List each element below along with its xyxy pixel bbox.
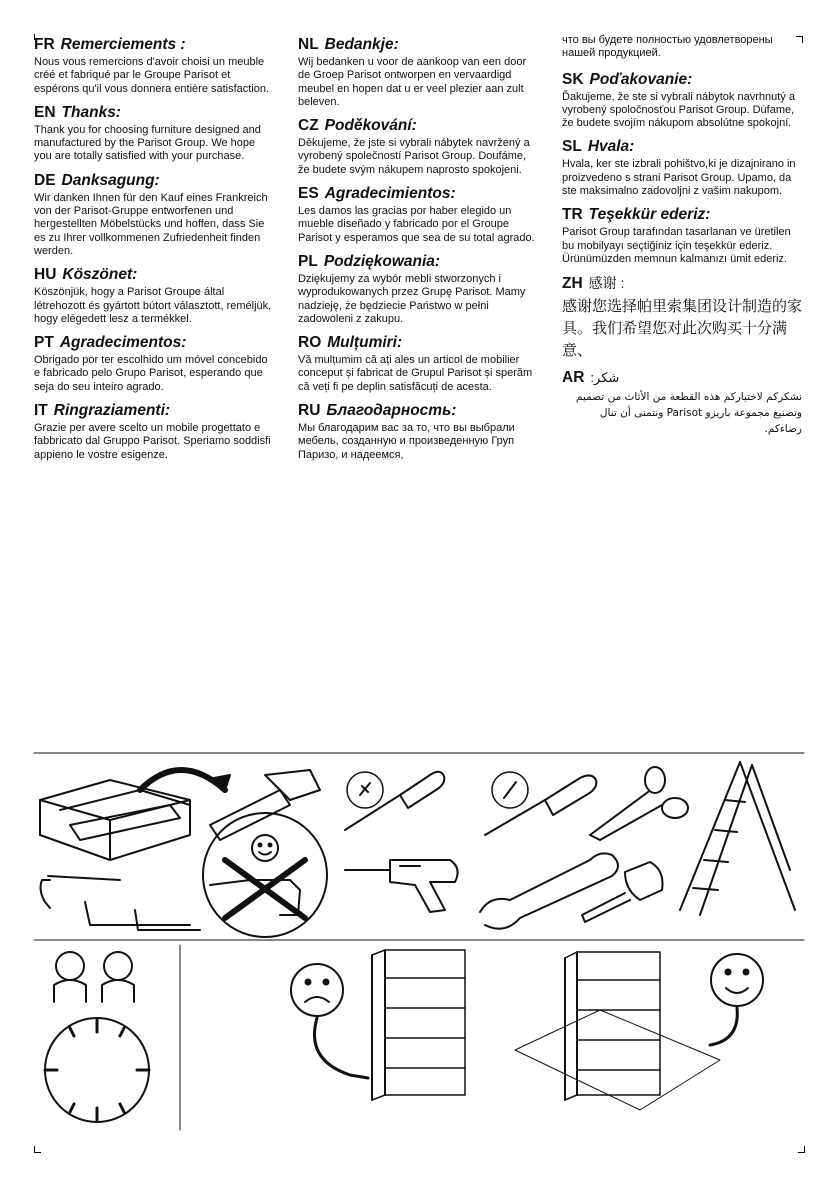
section-heading	[34, 104, 274, 122]
heading-word: :شكر	[590, 370, 620, 386]
shelf-unit-icon	[565, 952, 660, 1100]
scissors-icon	[590, 767, 688, 840]
language-code: TR	[562, 206, 583, 224]
section-text: Dziękujemy za wybór mebli stworzonych i wyprodukowanych przez Grupę Parisot. Mamy nadzieję, że będziecie Państwo w pełni zadowoleni z zakupu.	[298, 272, 526, 325]
section-text: Thank you for choosing furniture designed and manufactured by the Parisot Group. We hope you are totally satisfied with your purchase.	[34, 123, 261, 163]
section-heading	[298, 402, 538, 420]
heading-word: 感谢 :	[588, 275, 625, 292]
section-zh	[562, 274, 802, 361]
language-code: NL	[298, 36, 319, 53]
assembly-illustration	[0, 740, 840, 1140]
section-heading	[34, 36, 274, 54]
heading-word: Danksagung:	[61, 171, 160, 189]
section-nl	[298, 36, 538, 109]
flat-screwdriver-icon	[485, 772, 596, 835]
section-ro	[298, 334, 538, 394]
heading-word: Thanks:	[61, 103, 121, 121]
language-code: AR	[562, 369, 585, 387]
section-text: Vă mulțumim că ați ales un articol de mobilier conceput și fabricat de Grupul Parisot și sperăm că veți fi pe deplin satisfăcuți de acesta.	[298, 354, 533, 393]
language-code: SK	[562, 70, 584, 88]
section-tr	[562, 206, 802, 266]
section-heading	[562, 138, 802, 156]
language-code: DE	[34, 171, 56, 189]
section-heading	[34, 266, 274, 284]
arrow-icon	[140, 770, 225, 790]
section-text: Wij bedanken u voor de aankoop van een door de Groep Parisot ontworpen en vervaardigd meubel en hopen dat u er veel plezier aan zult beleven.	[298, 56, 527, 108]
section-ar	[562, 369, 802, 437]
section-text: Nous vous remercions d'avoir choisi un meuble créé et fabriqué par le Groupe Parisot et espérons qu'il vous donnera entière satisfaction.	[34, 56, 270, 95]
sad-face-icon	[291, 964, 343, 1016]
section-text: Wir danken Ihnen für den Kauf eines Frankreich von der Parisot-Gruppe entworfenen und hergestellten Möbelstücks und hoffen, dass Sie es zu Ihrer vollkommenen Zufriedenheit finden werden.	[34, 191, 268, 257]
text-column-3	[562, 34, 802, 445]
shelf-unit-icon	[372, 950, 465, 1100]
section-es	[298, 185, 538, 245]
allen-keys-icon	[41, 876, 200, 930]
section-heading	[298, 117, 538, 135]
section-fr	[34, 36, 274, 96]
power-drill-icon	[345, 860, 458, 912]
language-code: FR	[34, 36, 55, 53]
section-de	[34, 172, 274, 258]
section-it	[34, 402, 274, 462]
section-heading	[34, 334, 274, 352]
heading-word: Agradecimentos:	[59, 334, 187, 352]
heading-word: Hvala:	[587, 138, 635, 156]
happy-face-icon	[711, 954, 763, 1006]
crop-mark-bottom-left	[34, 1146, 41, 1153]
section-text: Ďakujeme, že ste si vybrali nábytok navrhnutý a vyrobený spoločnosťou Parisot Group. Dúfame, že budete svojím nákupom absolútne spokojní.	[562, 90, 795, 130]
section-text: Les damos las gracias por haber elegido un mueble diseñado y fabricado por el Groupe Parisot y esperamos que sea de su total agrado.	[298, 205, 535, 244]
language-code: CZ	[298, 117, 319, 135]
heading-word: Poďakovanie:	[589, 70, 693, 88]
section-heading	[34, 402, 274, 420]
arrow-icon	[710, 1008, 737, 1045]
section-text: Grazie per avere scelto un mobile progettato e fabbricato dal Gruppo Parisot. Speriamo soddisfi appieno le vostre esigenze.	[34, 422, 271, 461]
text-column-2	[298, 36, 538, 470]
language-code: PT	[34, 334, 54, 352]
section-sk	[562, 71, 802, 131]
section-heading	[562, 206, 802, 224]
heading-word: Mulțumiri:	[327, 334, 403, 352]
heading-word: Remerciements :	[60, 36, 186, 53]
language-code: EN	[34, 103, 56, 121]
ru-continuation-text: что вы будете полностью удовлетворены нашей продукцией.	[562, 34, 773, 60]
section-heading	[298, 253, 538, 271]
heading-word: Bedankje:	[324, 36, 399, 53]
section-pt	[34, 334, 274, 394]
section-text: Köszönjük, hogy a Parisot Groupe által létrehozott és gyártott bútort választott, reméljük, hogy elégedett lesz a termékkel.	[34, 286, 272, 325]
heading-word: Podziękowania:	[323, 252, 441, 270]
section-text: نشكركم لاختياركم هذه القطعة من الأثاث من تصميم وتصنيع مجموعة باريزو Parisot ونتمنى أن تنال رضاءكم.	[576, 391, 802, 436]
section-cz	[298, 117, 538, 177]
ladder-icon	[680, 762, 795, 915]
arrow-icon	[314, 1018, 368, 1078]
section-text: Hvala, ker ste izbrali pohištvo,ki je dizajnirano in proizvedeno s strani Parisot Group. Upamo, da ste maksimalno zadovoljni z vašim nakupom.	[562, 158, 796, 198]
toolbox-icon	[40, 780, 190, 860]
crop-mark-bottom-right	[798, 1146, 805, 1153]
section-heading	[298, 36, 538, 54]
section-text: Parisot Group tarafından tasarlanan ve üretilen bu mobilyayı seçtiğiniz için teşekkür ederiz. Ürünümüzden memnun kalmanızı ümit ederiz.	[562, 226, 791, 265]
heading-word: Ringraziamenti:	[53, 402, 171, 420]
heading-word: Teşekkür ederiz:	[588, 206, 711, 224]
no-power-drill-icon	[203, 813, 327, 937]
section-text: Děkujeme, že jste si vybrali nábytek navržený a vyrobený společností Parisot Group. Doufáme, že budete svým nákupem naprosto spokojeni.	[298, 137, 530, 176]
section-heading	[34, 172, 274, 190]
language-code: RO	[298, 334, 322, 352]
heading-word: Благодарность:	[326, 402, 457, 420]
section-hu	[34, 266, 274, 326]
language-code: HU	[34, 266, 57, 284]
section-ru	[298, 402, 538, 462]
heading-word: Köszönet:	[62, 266, 138, 284]
heading-word: Agradecimientos:	[324, 185, 456, 203]
clock-icon	[45, 1018, 149, 1122]
language-code: ZH	[562, 275, 583, 293]
section-en	[34, 104, 274, 164]
section-text: Obrigado por ter escolhido um móvel concebido e fabricado pelo Grupo Parisot, esperando que seja do seu inteiro agrado.	[34, 354, 268, 393]
section-text: Мы благодарим вас за то, что вы выбрали мебель, созданную и произведенную Груп Паризо, и надеемся,	[298, 422, 515, 461]
section-heading	[298, 185, 538, 203]
heading-word: Poděkování:	[324, 117, 417, 135]
section-heading	[562, 274, 802, 293]
section-heading	[562, 71, 802, 89]
text-column-1	[34, 36, 274, 470]
section-sl	[562, 138, 802, 198]
tape-measure-icon	[582, 862, 663, 922]
section-heading	[298, 334, 538, 352]
section-pl	[298, 253, 538, 326]
language-code: PL	[298, 252, 318, 270]
two-people-icon	[54, 952, 134, 1002]
section-heading	[562, 369, 802, 387]
language-code: RU	[298, 402, 321, 420]
wrench-icon	[480, 853, 618, 928]
language-code: ES	[298, 185, 319, 203]
language-code: IT	[34, 402, 48, 420]
language-code: SL	[562, 138, 582, 156]
phillips-screwdriver-icon	[345, 772, 444, 830]
section-text: 感谢您选择帕里索集团设计制造的家具。我们希望您对此次购买十分满意、	[562, 297, 803, 360]
